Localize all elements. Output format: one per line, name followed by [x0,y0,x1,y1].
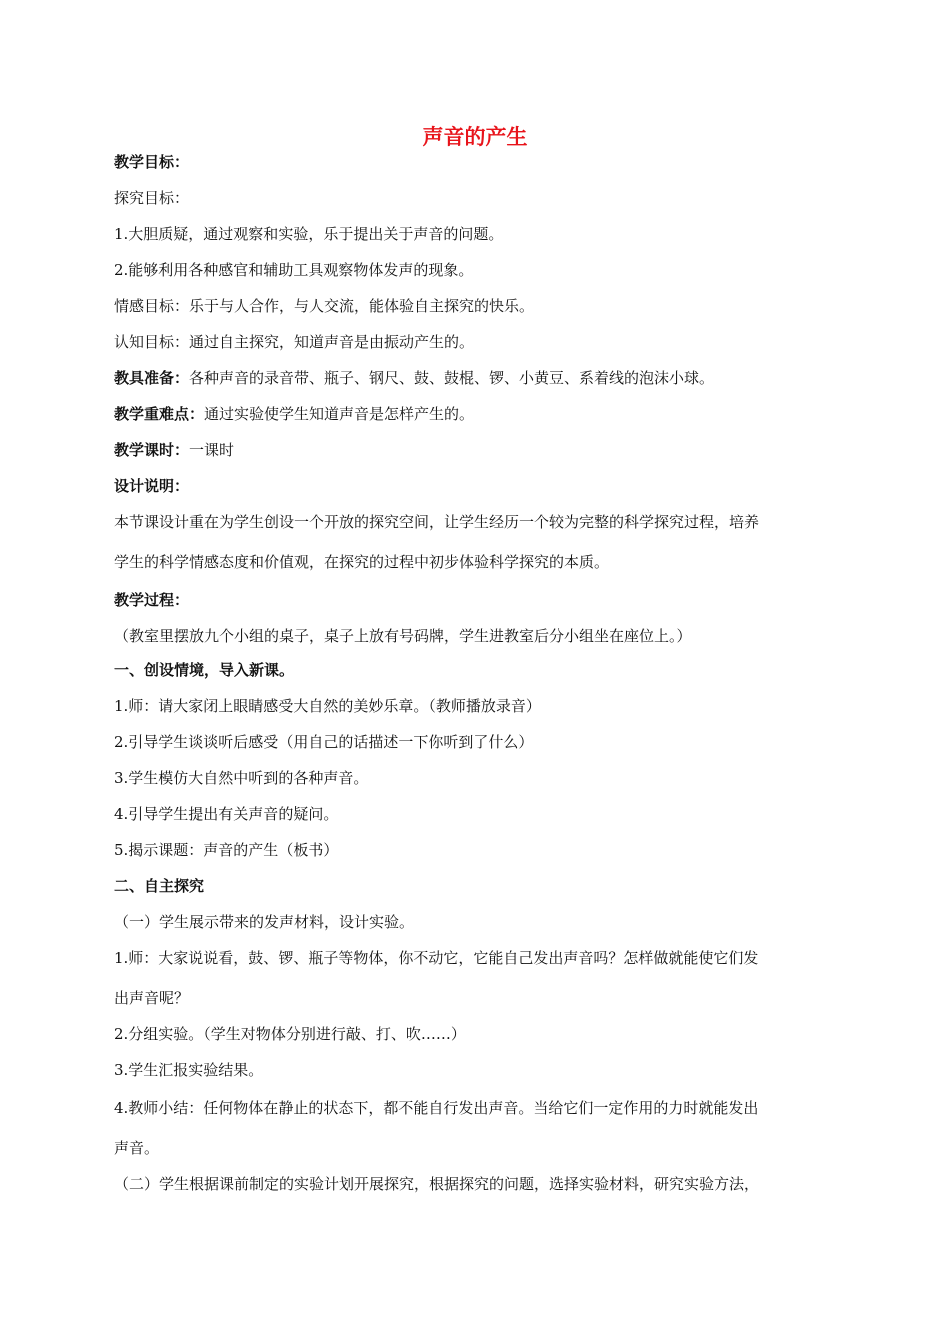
section-2-item-4-line-1: 4.教师小结：任何物体在静止的状态下，都不能自行发出声音。当给它们一定作用的力时就能发出 [114,1099,759,1117]
section-2-item-2: 2.分组实验。（学生对物体分别进行敲、打、吹……） [114,1025,466,1043]
section-2-item-4-line-2: 声音。 [114,1139,160,1157]
hours-label: 教学课时： [114,441,190,459]
key-points-text: 通过实验使学生知道声音是怎样产生的。 [204,405,475,423]
design-line-1: 本节课设计重在为学生创设一个开放的探究空间，让学生经历一个较为完整的科学探究过程，培养 [114,513,760,531]
key-points-label: 教学重难点： [114,405,205,423]
section-2-heading: 二、自主探究 [114,877,205,895]
inquiry-item-2: 2.能够利用各种感官和辅助工具观察物体发声的现象。 [114,261,474,279]
document-title: 声音的产生 [422,125,528,149]
key-points-paragraph [114,404,844,424]
teaching-goals-heading: 教学目标： [114,153,190,171]
inquiry-item-1: 1.大胆质疑，通过观察和实验，乐于提出关于声音的问题。 [114,225,504,243]
hours-text: 一课时 [189,441,235,459]
emotion-goal: 情感目标：乐于与人合作，与人交流，能体验自主探究的快乐。 [114,297,535,315]
design-heading: 设计说明： [114,477,190,495]
section-2-item-3: 3.学生汇报实验结果。 [114,1061,264,1079]
section-1-item-1: 1.师：请大家闭上眼睛感受大自然的美妙乐章。（教师播放录音） [114,697,541,715]
process-heading: 教学过程： [114,591,190,609]
materials-label: 教具准备： [114,369,190,387]
section-1-item-5: 5.揭示课题：声音的产生（板书） [114,841,339,859]
section-1-item-3: 3.学生模仿大自然中听到的各种声音。 [114,769,369,787]
design-line-2: 学生的科学情感态度和价值观，在探究的过程中初步体验科学探究的本质。 [114,553,610,571]
cognitive-goal: 认知目标：通过自主探究，知道声音是由振动产生的。 [114,333,475,351]
section-2-sub-1: （一）学生展示带来的发声材料，设计实验。 [114,913,415,931]
inquiry-goals-label: 探究目标： [114,189,190,207]
section-2-item-1-line-2: 出声音呢？ [114,989,190,1007]
section-2-item-1-line-1: 1.师：大家说说看，鼓、锣、瓶子等物体，你不动它，它能自己发出声音吗？怎样做就能使它们发 [114,949,759,967]
materials-paragraph [114,368,844,388]
materials-text: 各种声音的录音带、瓶子、钢尺、鼓、鼓棍、锣、小黄豆、系着线的泡沫小球。 [189,369,715,387]
hours-paragraph [114,440,844,460]
section-1-item-4: 4.引导学生提出有关声音的疑问。 [114,805,339,823]
section-1-item-2: 2.引导学生谈谈听后感受（用自己的话描述一下你听到了什么） [114,733,534,751]
process-note: （教室里摆放九个小组的桌子，桌子上放有号码牌，学生进教室后分小组坐在座位上。） [114,627,692,645]
section-1-heading: 一、创设情境，导入新课。 [114,661,295,679]
section-2-sub-2: （二）学生根据课前制定的实验计划开展探究，根据探究的问题，选择实验材料，研究实验方法， [114,1175,760,1193]
